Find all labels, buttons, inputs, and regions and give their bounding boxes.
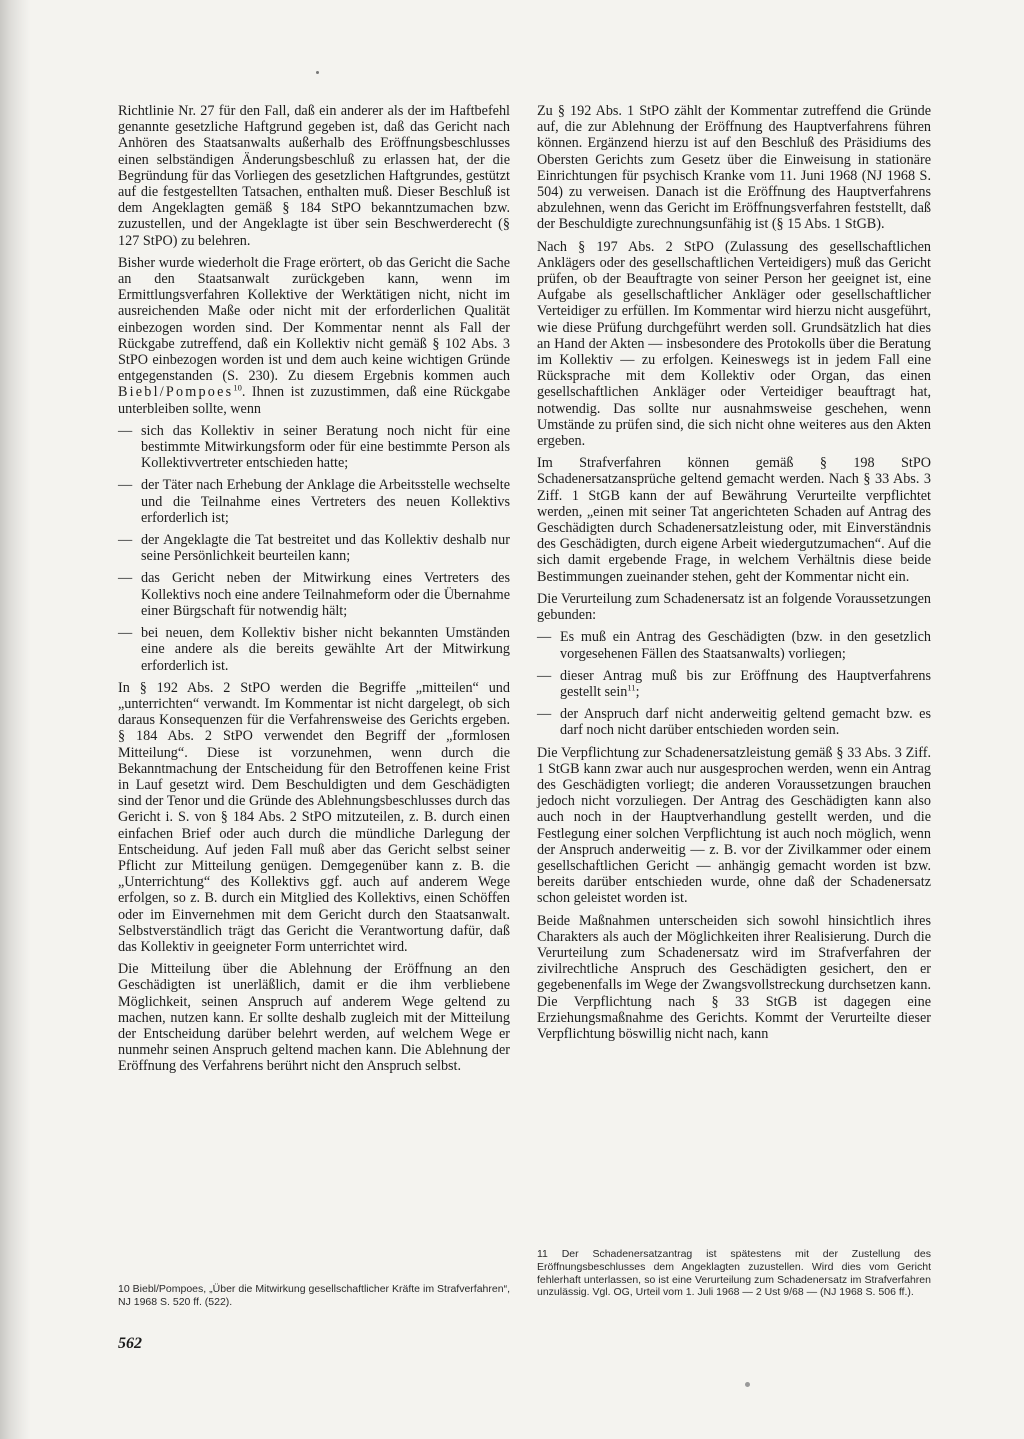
list-item (537, 629, 931, 661)
paragraph: Richtlinie Nr. 27 für den Fall, daß ein anderer als der im Haftbefehl genannte gesetzliche Haftgrund gegeben ist, daß das Gericht nach Anhören des Staatsanwalts außerhalb des Eröffnungsbeschlusses einen selbständigen Änderungsbeschluß zu erlassen hat, der die Begründung für das Vorliegen des gesetzlichen Haftgrundes, gestützt auf die festgestellten Tatsachen, enthalten muß. Dieser Beschluß ist dem Angeklagten gemäß § 184 StPO bekanntzumachen bzw. zuzustellen, und der Angeklagte ist über sein Beschwerderecht (§ 127 StPO) zu belehren. (118, 103, 510, 249)
list-item-text: dieser Antrag muß bis zur Eröffnung des Hauptverfahrens gestellt sein (560, 667, 931, 700)
dash-bullet: — (118, 477, 133, 494)
paragraph: Im Strafverfahren können gemäß § 198 StPO Schadenersatzansprüche geltend gemacht werden. Nach § 33 Abs. 3 Ziff. 1 StGB kann der auf Bewährung Verurteilte verpflichtet werden, „einen mit seiner Tat angerichteten Schaden auf Antrag des Geschädigten durch Schadenersatzleistung oder, mit Einverständnis des Geschädigten, durch eigene Arbeit wiedergutzumachen“. Auf die sich damit ergebende Frage, in welchem Verhältnis diese beide Bestimmungen zueinander stehen, geht der Kommentar nicht ein. (537, 455, 931, 585)
list-item (537, 668, 931, 700)
list-item (118, 532, 510, 564)
spaced-author-names: Biebl/Pompoes (118, 384, 234, 401)
list-item-text: der Angeklagte die Tat bestreitet und das Kollektiv deshalb nur seine Persönlichkeit beurteilen kann; (141, 532, 510, 565)
paragraph: Die Verurteilung zum Schadenersatz ist an folgende Voraussetzungen gebunden: (537, 590, 931, 624)
right-column (537, 103, 931, 1048)
dash-bullet: — (118, 570, 133, 587)
footnote-ref: 10 (233, 382, 242, 393)
list-item-text: bei neuen, dem Kollektiv bisher nicht bekannten Umständen eine andere als die bereits gewählte Art der Mitwirkung erforderlich ist. (141, 625, 510, 674)
page-number: 562 (118, 1335, 142, 1352)
dash-bullet: — (537, 706, 552, 723)
dash-bullet: — (537, 629, 552, 646)
scan-speck (745, 1382, 750, 1387)
list-item-text: das Gericht neben der Mitwirkung eines Vertreters des Kollektivs noch eine andere Teilnahmeform oder die Übernahme einer Bürgschaft für notwendig hält; (141, 570, 510, 619)
paragraph: Nach § 197 Abs. 2 StPO (Zulassung des gesellschaftlichen Anklägers oder des gesellschaftlichen Verteidigers) muß das Gericht prüfen, ob der Beauftragte von seiner Person her geeignet ist, eine Aufgabe als gesellschaftlicher Ankläger oder gesellschaftlicher Verteidiger zu erfüllen. Im Kommentar wird hierzu nicht ausgeführt, wie diese Prüfung durchgeführt werden soll. Grundsätzlich hat dies an Hand der Akten — insbesondere des Protokolls über die Beratung im Kollektiv — zu erfolgen. Keineswegs ist in jedem Fall eine Rücksprache mit dem Kollektiv oder Organ, das einen gesellschaftlichen Ankläger oder Verteidiger beauftragt hat, notwendig. Das sollte nur ausnahmsweise geschehen, wenn Umstände zu prüfen sind, die sich nicht ohne weiteres aus den Akten ergeben. (537, 238, 931, 450)
list-item (118, 477, 510, 526)
footnote-ref: 11 (627, 682, 636, 693)
list-item-text: sich das Kollektiv in seiner Beratung noch nicht für eine bestimmte Mitwirkungsform oder für eine bestimmte Person als Kollektivvertreter entschieden hatte; (141, 422, 510, 472)
list-item-text: Es muß ein Antrag des Geschädigten (bzw. in den gesetzlich vorgesehenen Fällen des Staatsanwalts) vorliegen; (560, 629, 931, 662)
list-item (537, 706, 931, 738)
footnote-10: 10 Biebl/Pompoes, „Über die Mitwirkung gesellschaftlicher Kräfte im Strafverfahren“, NJ 1968 S. 520 ff. (522). (118, 1283, 510, 1308)
paragraph (118, 255, 510, 417)
text-run: Bisher wurde wiederholt die Frage erörtert, ob das Gericht die Sache an den Staatsanwalt zurückgeben kann, wenn im Ermittlungsverfahren Kollektive der Werktätigen nicht, nicht im ausreichenden Maße oder nicht mit der erforderlichen Qualität einbezogen worden sind. Der Kommentar nennt als Fall der Rückgabe zutreffend, daß ein Kollektiv nicht gemäß § 102 Abs. 3 StPO einbezogen worden ist und dem auch keine wichtigen Gründe entgegenstanden (S. 230). Zu diesem Ergebnis kommen auch (118, 254, 510, 385)
list-item (118, 625, 510, 674)
paragraph: Zu § 192 Abs. 1 StPO zählt der Kommentar zutreffend die Gründe auf, die zur Ablehnung der Eröffnung des Hauptverfahrens führen können. Ergänzend hierzu ist auf den Beschluß des Präsidiums des Obersten Gerichts zum Gesetz über die Einweisung in stationäre Einrichtungen für psychisch Kranke vom 11. Juni 1968 (NJ 1968 S. 504) zu verweisen. Danach ist die Eröffnung des Hauptverfahrens abzulehnen, wenn das Gericht im Eröffnungsverfahren feststellt, daß der Beschuldigte zurechnungsunfähig ist (§ 15 Abs. 1 StGB). (537, 103, 931, 233)
dash-bullet: — (118, 532, 133, 549)
scan-speck (316, 71, 319, 74)
paragraph: In § 192 Abs. 2 StPO werden die Begriffe „mitteilen“ und „unterrichten“ verwandt. Im Kommentar ist nicht dargelegt, ob sich daraus Konsequenzen für die Verfahrensweise des Gerichts ergeben. § 184 Abs. 2 StPO verwendet den Begriff der „formlosen Mitteilung“. Diese ist vorzunehmen, wenn durch die Bekanntmachung der Entscheidung für den Betroffenen keine Frist in Lauf gesetzt wird. Dem Beschuldigten und dem Geschädigten sind der Tenor und die Gründe des Ablehnungsbeschlusses durch das Gericht i. S. von § 184 Abs. 2 StPO mitzuteilen, z. B. durch einen einfachen Brief oder auch durch die mündliche Darlegung der Entscheidung. Auf jeden Fall muß aber das Gericht selbst seiner Pflicht zur Mitteilung genügen. Demgegenüber kann z. B. die „Unterrichtung“ des Kollektivs ggf. auch auf anderem Wege erfolgen, so z. B. durch ein Mitglied des Kollektivs, einen Schöffen oder im Einvernehmen mit dem Gericht durch den Staatsanwalt. Selbstverständlich trägt das Gericht die Verantwortung dafür, daß das Kollektiv in geeigneter Form unterrichtet wird. (118, 679, 510, 955)
paragraph: Die Mitteilung über die Ablehnung der Eröffnung an den Geschädigten ist unerläßlich, damit er die ihm verbliebene Möglichkeit, seinen Anspruch auf anderem Wege geltend zu machen, nutzen kann. Er sollte deshalb zugleich mit der Mitteilung der Entscheidung darüber belehrt werden, auf welchem Wege er nunmehr seinen Anspruch geltend machen kann. Die Ablehnung der Eröffnung des Verfahrens berührt nicht den Anspruch selbst. (118, 961, 510, 1075)
paragraph: Beide Maßnahmen unterscheiden sich sowohl hinsichtlich ihres Charakters als auch der Möglichkeiten ihrer Realisierung. Durch die Verurteilung zum Schadenersatz wird im Strafverfahren der zivilrechtliche Anspruch des Geschädigten gesichert, den er gegebenenfalls im Wege der Zwangsvollstreckung durchsetzen kann. Die Verpflichtung nach § 33 StGB ist dagegen eine Erziehungsmaßnahme des Gerichts. Kommt der Verurteilte dieser Verpflichtung böswillig nicht nach, kann (537, 912, 931, 1042)
list-item-text: der Anspruch darf nicht anderweitig geltend gemacht bzw. es darf noch nicht darüber entschieden worden sein. (560, 706, 931, 739)
dash-bullet: — (118, 422, 133, 439)
dash-bullet: — (118, 625, 133, 642)
paragraph: Die Verpflichtung zur Schadenersatzleistung gemäß § 33 Abs. 3 Ziff. 1 StGB kann zwar auch nur ausgesprochen werden, wenn ein Antrag des Geschädigten vorliegt; die anderen Voraussetzungen brauchen jedoch nicht vorzuliegen. Der Antrag des Geschädigten kann also auch noch in der Hauptverhandlung gestellt werden, und die Festlegung einer solchen Verpflichtung ist auch noch möglich, wenn der Anspruch anderweitig — z. B. vor der Zivilkammer oder einem gesellschaftlichen Gericht — anhängig gemacht worden ist bzw. bereits darüber entschieden wurde, ohne daß der Schadenersatz schon geleistet worden ist. (537, 744, 931, 907)
list-item (118, 423, 510, 472)
footnote-11: 11 Der Schadenersatzantrag ist spätestens mit der Zustellung des Eröffnungsbeschlusses dem Angeklagten zuzustellen. Wird dies vom Gericht fehlerhaft unterlassen, so ist eine Verurteilung zum Schadenersatz im Strafverfahren unzulässig. Vgl. OG, Urteil vom 1. Juli 1968 — 2 Ust 9/68 — (NJ 1968 S. 506 ff.). (537, 1248, 931, 1299)
list-item-text: der Täter nach Erhebung der Anklage die Arbeitsstelle wechselte und die Teilnahme eines Vertreters des neuen Kollektivs erforderlich ist; (141, 477, 510, 526)
text-run: . Ihnen ist zuzustimmen, daß eine Rückgabe unterbleiben sollte, wenn (118, 384, 510, 417)
dash-bullet: — (537, 667, 552, 684)
left-column (118, 103, 510, 1081)
scan-binding-edge (0, 0, 30, 1439)
list-item (118, 570, 510, 619)
text-run: ; (635, 683, 640, 700)
